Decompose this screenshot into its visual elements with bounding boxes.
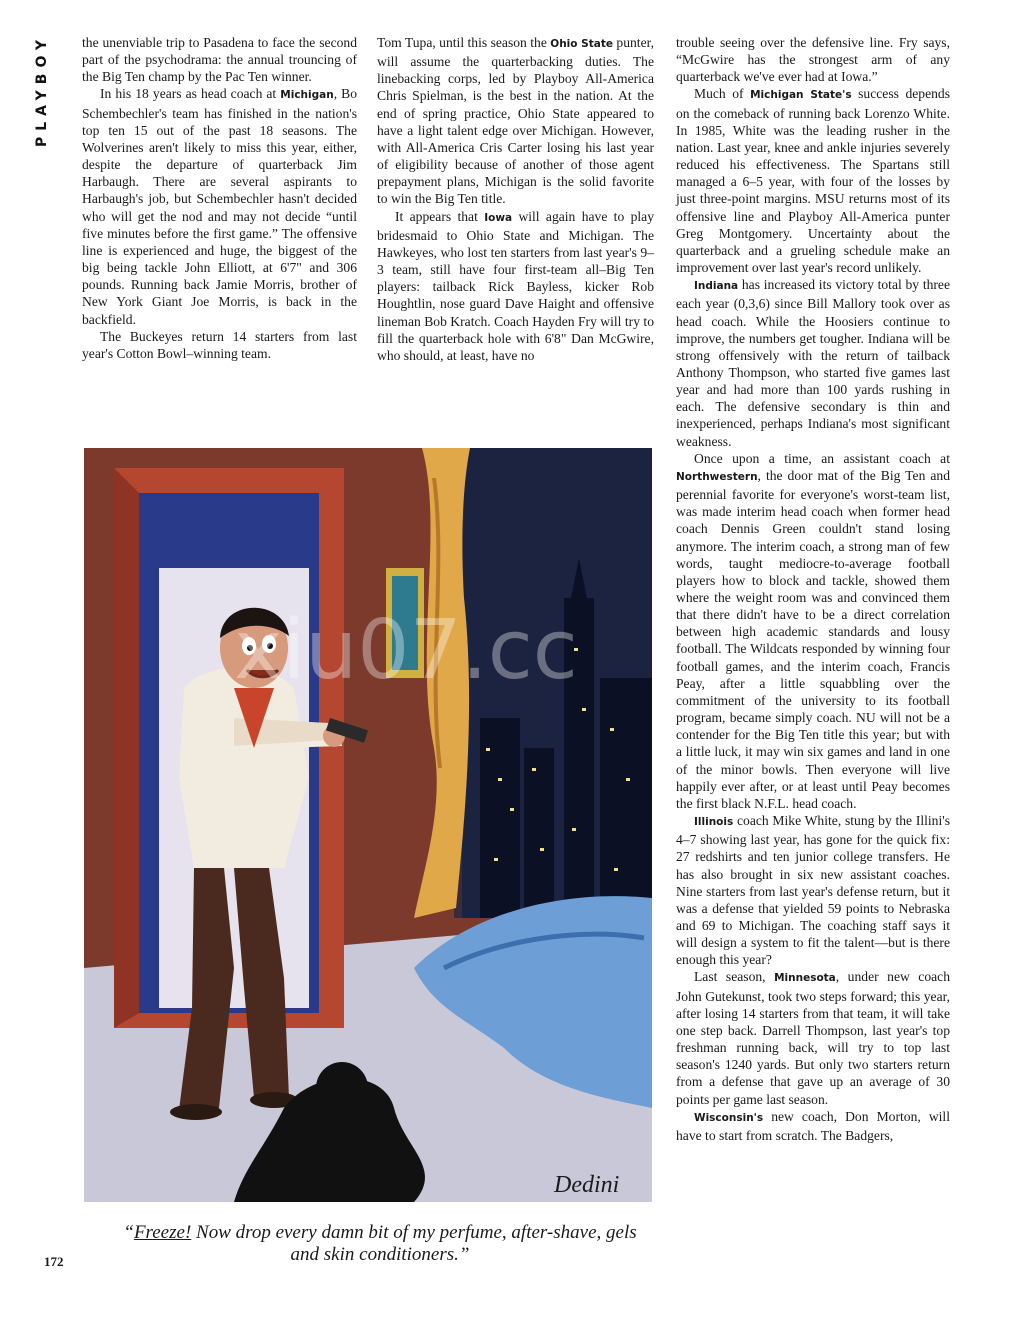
paragraph: In his 18 years as head coach at Michigan, Bo Schembechler's team has finished in the nation's top ten 15 out of the past 18 seasons. The Wolverines aren't likely to miss this year, either, despite the departure of quarterback Jim Harbaugh. There are several aspirants to Harbaugh's job, but Schembechler hasn't decided who will get the nod and may not decide “until five minutes before the first game.” The offensive line is experienced and huge, the biggest of the big being tackle John Elliott, at 6'7" and 306 pounds. Running back Jamie Morris, brother of New York Giant Joe Morris, is back in the backfield. bbox=[82, 86, 358, 327]
paragraph: Tom Tupa, until this season the Ohio State punter, will assume the quarterbacking duties. The linebacking corps, led by Playboy All-America Chris Spielman, is the best in the nation. At the end of spring practice, Ohio State appeared to have a light talent edge over Michigan. However, with All-America Cris Carter losing his last year of eligibility because of another of those agent prepayment plans, Michigan is the solid favorite to win the Big Ten title. bbox=[377, 35, 654, 207]
team-name: Iowa bbox=[484, 211, 513, 224]
paragraph: Wisconsin's new coach, Don Morton, will have to start from scratch. The Badgers, bbox=[676, 1108, 950, 1143]
paragraph: It appears that Iowa will again have to play bridesmaid to Ohio State and Michigan. The Hawkeyes, who lost ten starters from last year's 9–3 team, still have four first-team all–Big Ten players: tailback Rick Bayless, kicker Rob Houghtlin, nose guard Dave Haight and offensive lineman Bob Kratch. Coach Hayden Fry will try to fill the quarterback hole with 6'8" Dan McGwire, who should, at least, have no bbox=[377, 208, 654, 363]
team-name: Ohio State bbox=[550, 38, 613, 50]
team-name: Wisconsin's bbox=[694, 1111, 764, 1124]
team-name: Minnesota bbox=[774, 972, 836, 985]
magazine-running-head: PLAYBOY bbox=[34, 34, 50, 148]
paragraph: trouble seeing over the defensive line. Fry says, “McGwire has the strongest arm of any quarterback we've ever had at Iowa.” bbox=[676, 35, 950, 85]
watermark: xiu07.cc bbox=[234, 603, 578, 698]
team-name: Michigan bbox=[280, 89, 334, 102]
team-name: Indiana bbox=[694, 280, 739, 293]
cartoon-caption: “Freeze! Now drop every damn bit of my perfume, after-shave, gels and skin conditioners.” bbox=[123, 1222, 637, 1265]
text-column-2 bbox=[377, 34, 654, 364]
artist-signature: Dedini bbox=[554, 1172, 620, 1198]
caption-emphasis: Freeze! bbox=[133, 1222, 192, 1243]
paragraph: The Buckeyes return 14 starters from last year's Cotton Bowl–winning team. bbox=[82, 328, 357, 361]
cartoon-illustration bbox=[84, 448, 652, 1202]
paragraph: the unenviable trip to Pasadena to face the second part of the psychodrama: the annual trouncing of the Big Ten champ by the Pac Ten winner. bbox=[82, 35, 357, 85]
paragraph: Last season, Minnesota, under new coach John Gutekunst, took two steps forward; this year, after losing 14 starters from that team, it will take one step back. Darrell Thompson, last year's top freshman running back, will try to top last season's 1240 yards. But only two starters return from a defense that gave up an average of 30 points per game last season. bbox=[676, 969, 950, 1107]
paragraph: Once upon a time, an assistant coach at Northwestern, the door mat of the Big Ten and perennial favorite for everyone's worst-team list, was made interim head coach when former head coach Dennis Green couldn't stand losing anymore. The interim coach, a strong man of few words, taught mediocre-to-average football players how to block and tackle, showed them where the weight room was and convinced them that there didn't have to be a direct correlation between high academic standards and lousy football. The Wildcats responded by winning four football games, and the interim coach, Francis Peay, after a little squabbling over the commitment of the university to its football program, became simply coach. NU will not be a contender for the Big Ten title this year; but with a little luck, it may win six games and land in one of the minor bowls. Then everyone will live happily ever after, or at least until Peay becomes the first black N.F.L. head coach. bbox=[676, 450, 950, 811]
text-column-3 bbox=[676, 34, 950, 1144]
team-name: Illinois bbox=[694, 816, 734, 829]
page-number: 172 bbox=[44, 1254, 64, 1269]
team-name: Northwestern bbox=[676, 470, 758, 483]
team-name: Michigan State's bbox=[750, 89, 852, 102]
paragraph: Illinois coach Mike White, stung by the Illini's 4–7 showing last year, has gone for the quick fix: 27 redshirts and ten junior college transfers. He has also brought in six new assistant coaches. Nine starters from last year's defense return, but it was a defense that yielded 59 points to Nebraska and 69 to Michigan. The coaching staff says it will design a system to fit the talent—but is there enough this year? bbox=[676, 813, 950, 968]
paragraph: Much of Michigan State's success depends on the comeback of running back Lorenzo White. In 1985, White was the leading rusher in the nation. Last year, knee and ankle injuries severely reduced his effectiveness. The Spartans still managed a 6–5 year, with four of the losses by just three-point margins. MSU returns most of its offensive line and Playboy All-America punter Greg Montgomery. Uncertainty about the quarterback and a grueling schedule make an improvement over last year's record unlikely. bbox=[676, 86, 950, 276]
paragraph: Indiana has increased its victory total by three each year (0,3,6) since Bill Mallory took over as head coach. While the Hoosiers continue to improve, the numbers get tougher. Indiana will be strong offensively with the return of tailback Anthony Thompson, who started five games last year and had more than 100 yards rushing in each. The defensive secondary is thin and inexperienced, perhaps Indiana's most significant weakness. bbox=[676, 277, 950, 449]
text-column-1 bbox=[82, 34, 357, 362]
